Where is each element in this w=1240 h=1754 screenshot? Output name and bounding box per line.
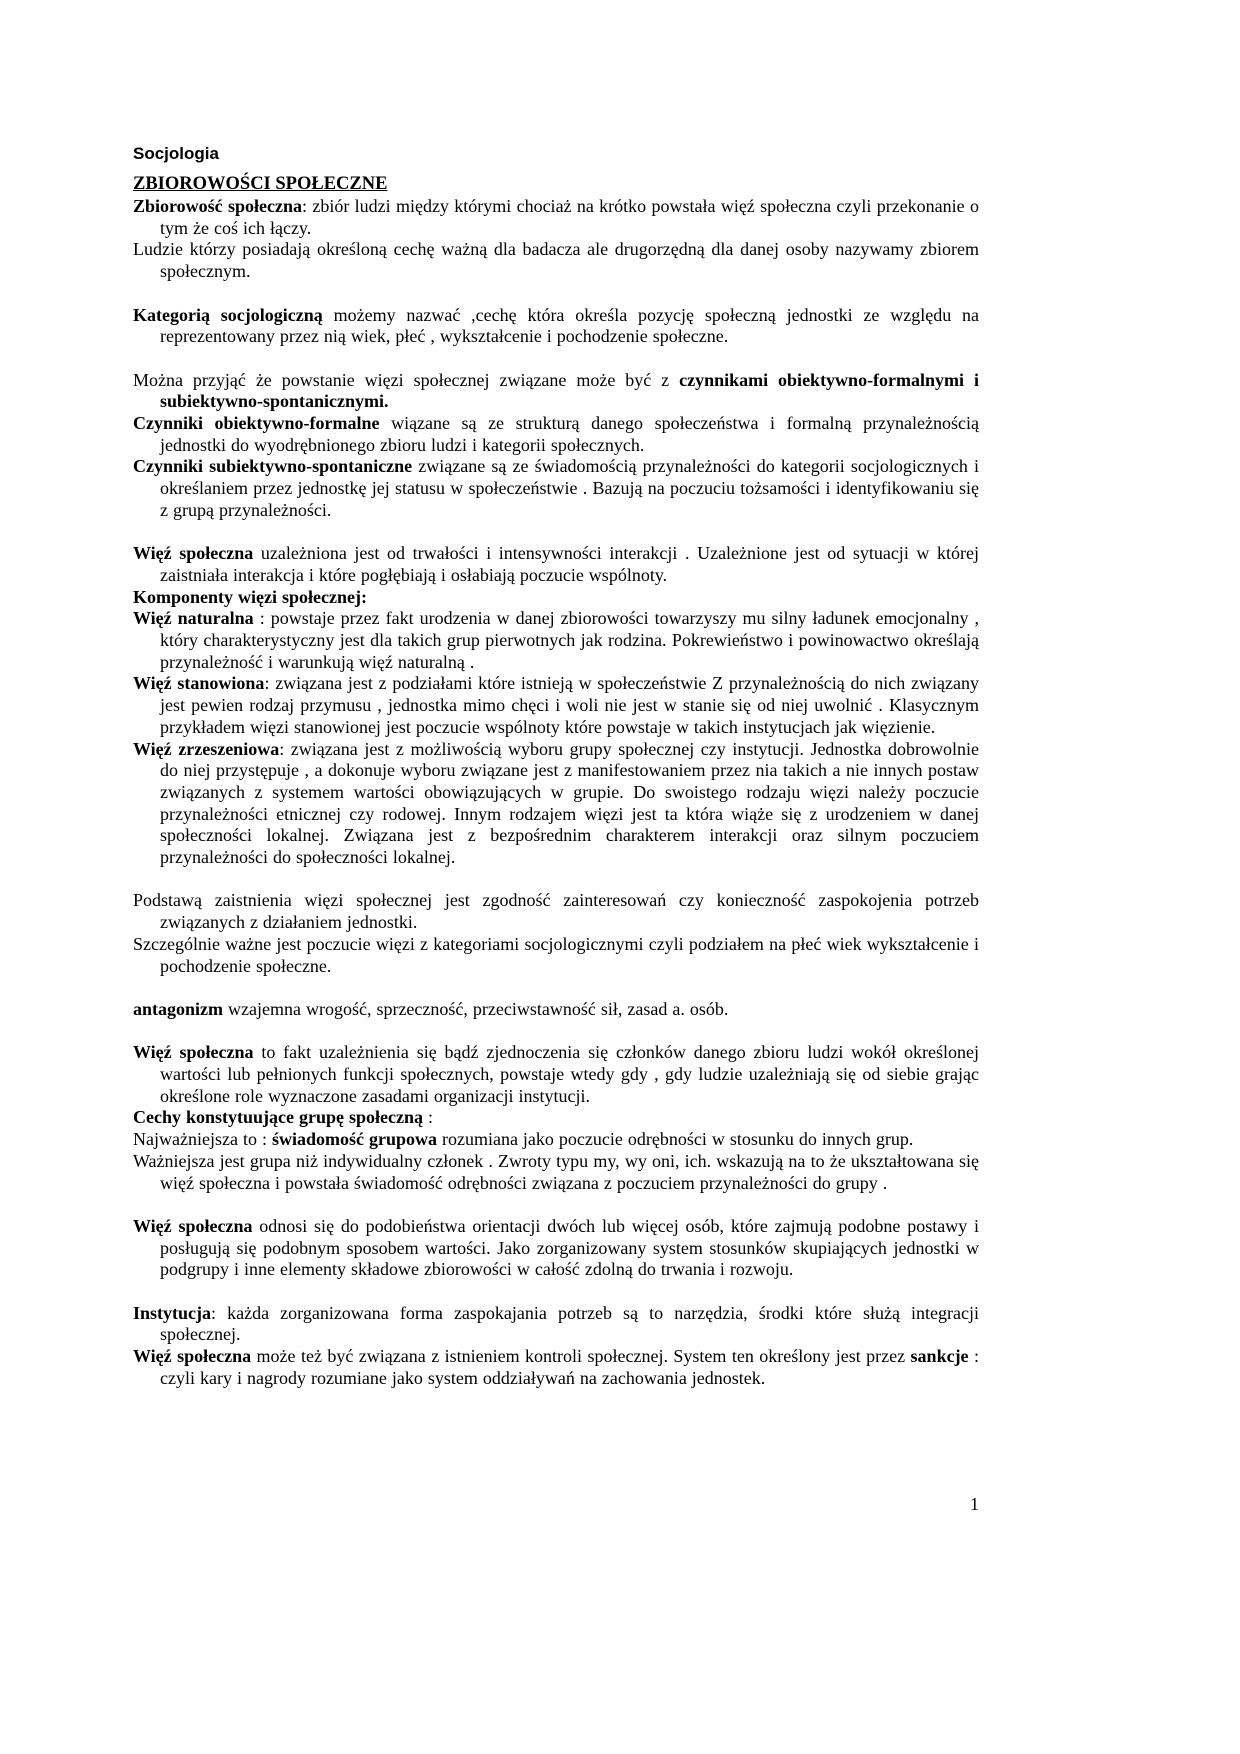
doc-paragraph xyxy=(133,673,979,738)
text-run: : powstaje przez fakt urodzenia w danej zbiorowości towarzyszy mu silny ładunek emocjonalny , który charakterystyczny jest dla takich grup pierwotnych jak rodzina. Pokrewieństwo i powinowactwo określają przynależność i warunkują więź naturalną . xyxy=(160,608,980,672)
bold-text-run: świadomość grupowa xyxy=(271,1129,437,1150)
bold-text-run: Więź społeczna xyxy=(133,1215,253,1236)
doc-paragraph xyxy=(133,890,979,933)
bold-text-run: Więź społeczna xyxy=(133,1042,254,1063)
bold-text-run: Instytucja xyxy=(133,1302,212,1323)
text-run: możemy nazwać ,cechę która określa pozycję społeczną jednostki ze względu na reprezentowany przez nią wiek, płeć , wykształcenie i pochodzenie społeczne. xyxy=(160,304,979,347)
doc-paragraph xyxy=(133,587,979,609)
bold-text-run: Kategorią socjologiczną xyxy=(133,304,323,325)
paragraphs-container xyxy=(133,196,979,1390)
text-run: : xyxy=(423,1107,434,1128)
blank-line xyxy=(133,869,979,891)
doc-paragraph xyxy=(133,1107,979,1129)
text-run: : związana jest z podziałami które istnieją w społeczeństwie Z przynależnością do nich związany jest pewien rodzaj przymusu , jednostka mimo chęci i woli nie jest w stanie się od niej uwolnić . Klasycznym przykładem więzi stanowionej jest poczucie wspólnoty które powstaje w takich instytucjach jak więzienie. xyxy=(160,673,979,737)
text-run: Można przyjąć że powstanie więzi społecznej związane może być z xyxy=(133,369,680,390)
text-run: : związana jest z możliwością wyboru grupy społecznej czy instytucji. Jednostka dobrowolnie do niej przystępuje , a dokonuje wyboru związane jest z manifestowaniem przez nia takich a nie innych postaw związanych z systemem wartości obowiązujących w grupie. Do swoistego rodzaju więzi należy poczucie przynależności etnicznej czy rodowej. Innym rodzajem więzi jest ta która wiąże się z urodzeniem w danej społeczności lokalnej. Związana jest z bezpośrednim charakterem interakcji oraz silnym poczuciem przynależności do społeczności lokalnej. xyxy=(160,738,980,868)
text-run: wiązane są ze strukturą danego społeczeństwa i formalną przynależnością jednostki do wyodrębnionego zbioru ludzi i kategorii społecznych. xyxy=(160,413,979,455)
text-run: Najważniejsza to : xyxy=(133,1129,272,1150)
text-run: : czyli kary i nagrody rozumiane jako system oddziaływań na zachowania jednostek. xyxy=(160,1346,979,1388)
text-run: rozumiana jako poczucie odrębności w stosunku do innych grup. xyxy=(436,1129,914,1150)
doc-paragraph xyxy=(133,1303,979,1346)
blank-line xyxy=(133,283,979,305)
blank-line xyxy=(133,977,979,999)
blank-line xyxy=(133,522,979,544)
text-run: wzajemna wrogość, sprzeczność, przeciwstawność sił, zasad a. osób. xyxy=(223,998,729,1019)
text-run: to fakt uzależnienia się bądź zjednoczenia się członków danego zbioru ludzi wokół określonej wartości lub pełnionych funkcji społecznych, powstaje wtedy gdy , gdy ludzie uzależniają się od siebie grając określone role wyznaczone zasadami organizacji instytucji. xyxy=(160,1042,979,1106)
doc-paragraph xyxy=(133,1042,979,1107)
text-run: związane są ze świadomością przynależności do kategorii socjologicznych i określaniem przez jednostkę jej statusu w społeczeństwie . Bazują na poczuciu tożsamości i identyfikowaniu się z grupą przynależności. xyxy=(160,456,980,520)
doc-paragraph xyxy=(133,608,979,673)
doc-paragraph xyxy=(133,370,979,413)
bold-text-run: Czynniki obiektywno-formalne xyxy=(133,413,380,433)
bold-text-run: czynnikami obiektywno-formalnymi i subiektywno-spontanicznymi. xyxy=(160,369,979,412)
text-run: : zbiór ludzi między którymi chociaż na krótko powstała więź społeczna czyli przekonanie o tym że coś ich łączy. xyxy=(160,196,979,238)
doc-paragraph xyxy=(133,196,979,239)
text-run: Podstawą zaistnienia więzi społecznej jest zgodność zainteresowań czy konieczność zaspokojenia potrzeb związanych z działaniem jednostki. xyxy=(133,890,979,933)
blank-line xyxy=(133,1281,979,1303)
doc-paragraph xyxy=(133,305,979,348)
bold-text-run: Komponenty więzi społecznej: xyxy=(133,586,367,607)
doc-paragraph xyxy=(133,1216,979,1281)
bold-text-run: Więź naturalna xyxy=(133,608,254,629)
text-run: Szczególnie ważne jest poczucie więzi z kategoriami socjologicznymi czyli podziałem na płeć wiek wykształcenie i pochodzenie społeczne. xyxy=(133,933,979,976)
bold-text-run: Więź społeczna xyxy=(133,543,254,564)
doc-paragraph xyxy=(133,413,979,456)
bold-text-run: antagonizm xyxy=(133,998,223,1019)
blank-line xyxy=(133,1194,979,1216)
document-content xyxy=(133,143,979,1390)
bold-text-run: Więź stanowiona xyxy=(133,673,265,694)
text-run: Ważniejsza jest grupa niż indywidualny członek . Zwroty typu my, wy oni, ich. wskazują na to że ukształtowana się więź społeczna i powstała świadomość odrębności związana z poczuciem przynależności do grupy . xyxy=(133,1150,979,1193)
doc-paragraph xyxy=(133,456,979,521)
bold-text-run: Więź zrzeszeniowa xyxy=(133,738,280,759)
section-heading: ZBIOROWOŚCI SPOŁECZNE xyxy=(133,174,388,194)
text-run: : każda zorganizowana forma zaspokajania potrzeb są to narzędzia, środki które służą integracji społecznej. xyxy=(160,1302,979,1345)
doc-paragraph xyxy=(133,239,979,282)
doc-paragraph xyxy=(133,1346,979,1389)
blank-line xyxy=(133,1021,979,1043)
doc-paragraph xyxy=(133,934,979,977)
bold-text-run: Więź społeczna xyxy=(133,1346,252,1367)
page-number: 1 xyxy=(970,1494,979,1514)
doc-paragraph xyxy=(133,999,979,1021)
bold-text-run: Czynniki subiektywno-spontaniczne xyxy=(133,456,413,477)
doc-paragraph xyxy=(133,543,979,586)
bold-text-run: Zbiorowość społeczna xyxy=(133,196,302,216)
text-run: Ludzie którzy posiadają określoną cechę ważną dla badacza ale drugorzędną dla danej osoby nazywamy zbiorem społecznym. xyxy=(133,239,979,282)
doc-paragraph xyxy=(133,739,979,869)
doc-paragraph xyxy=(133,1151,979,1194)
text-run: może też być związana z istnieniem kontroli społecznej. System ten określony jest przez xyxy=(251,1346,911,1367)
doc-paragraph xyxy=(133,1129,979,1151)
bold-text-run: Cechy konstytuujące grupę społeczną xyxy=(133,1107,423,1128)
bold-text-run: sankcje xyxy=(910,1346,969,1367)
document-title: Socjologia xyxy=(133,144,219,163)
blank-line xyxy=(133,348,979,370)
text-run: odnosi się do podobieństwa orientacji dwóch lub więcej osób, które zajmują podobne postawy i posługują się podobnym sposobem wartości. Jako zorganizowany system stosunków skupiających jednostki w podgrupy i inne elementy składowe zbiorowości w całość zdolną do trwania i rozwoju. xyxy=(160,1215,979,1280)
text-run: uzależniona jest od trwałości i intensywności interakcji . Uzależnione jest od sytuacji w której zaistniała interakcja i które pogłębiają i osłabiają poczucie wspólnoty. xyxy=(160,543,980,585)
